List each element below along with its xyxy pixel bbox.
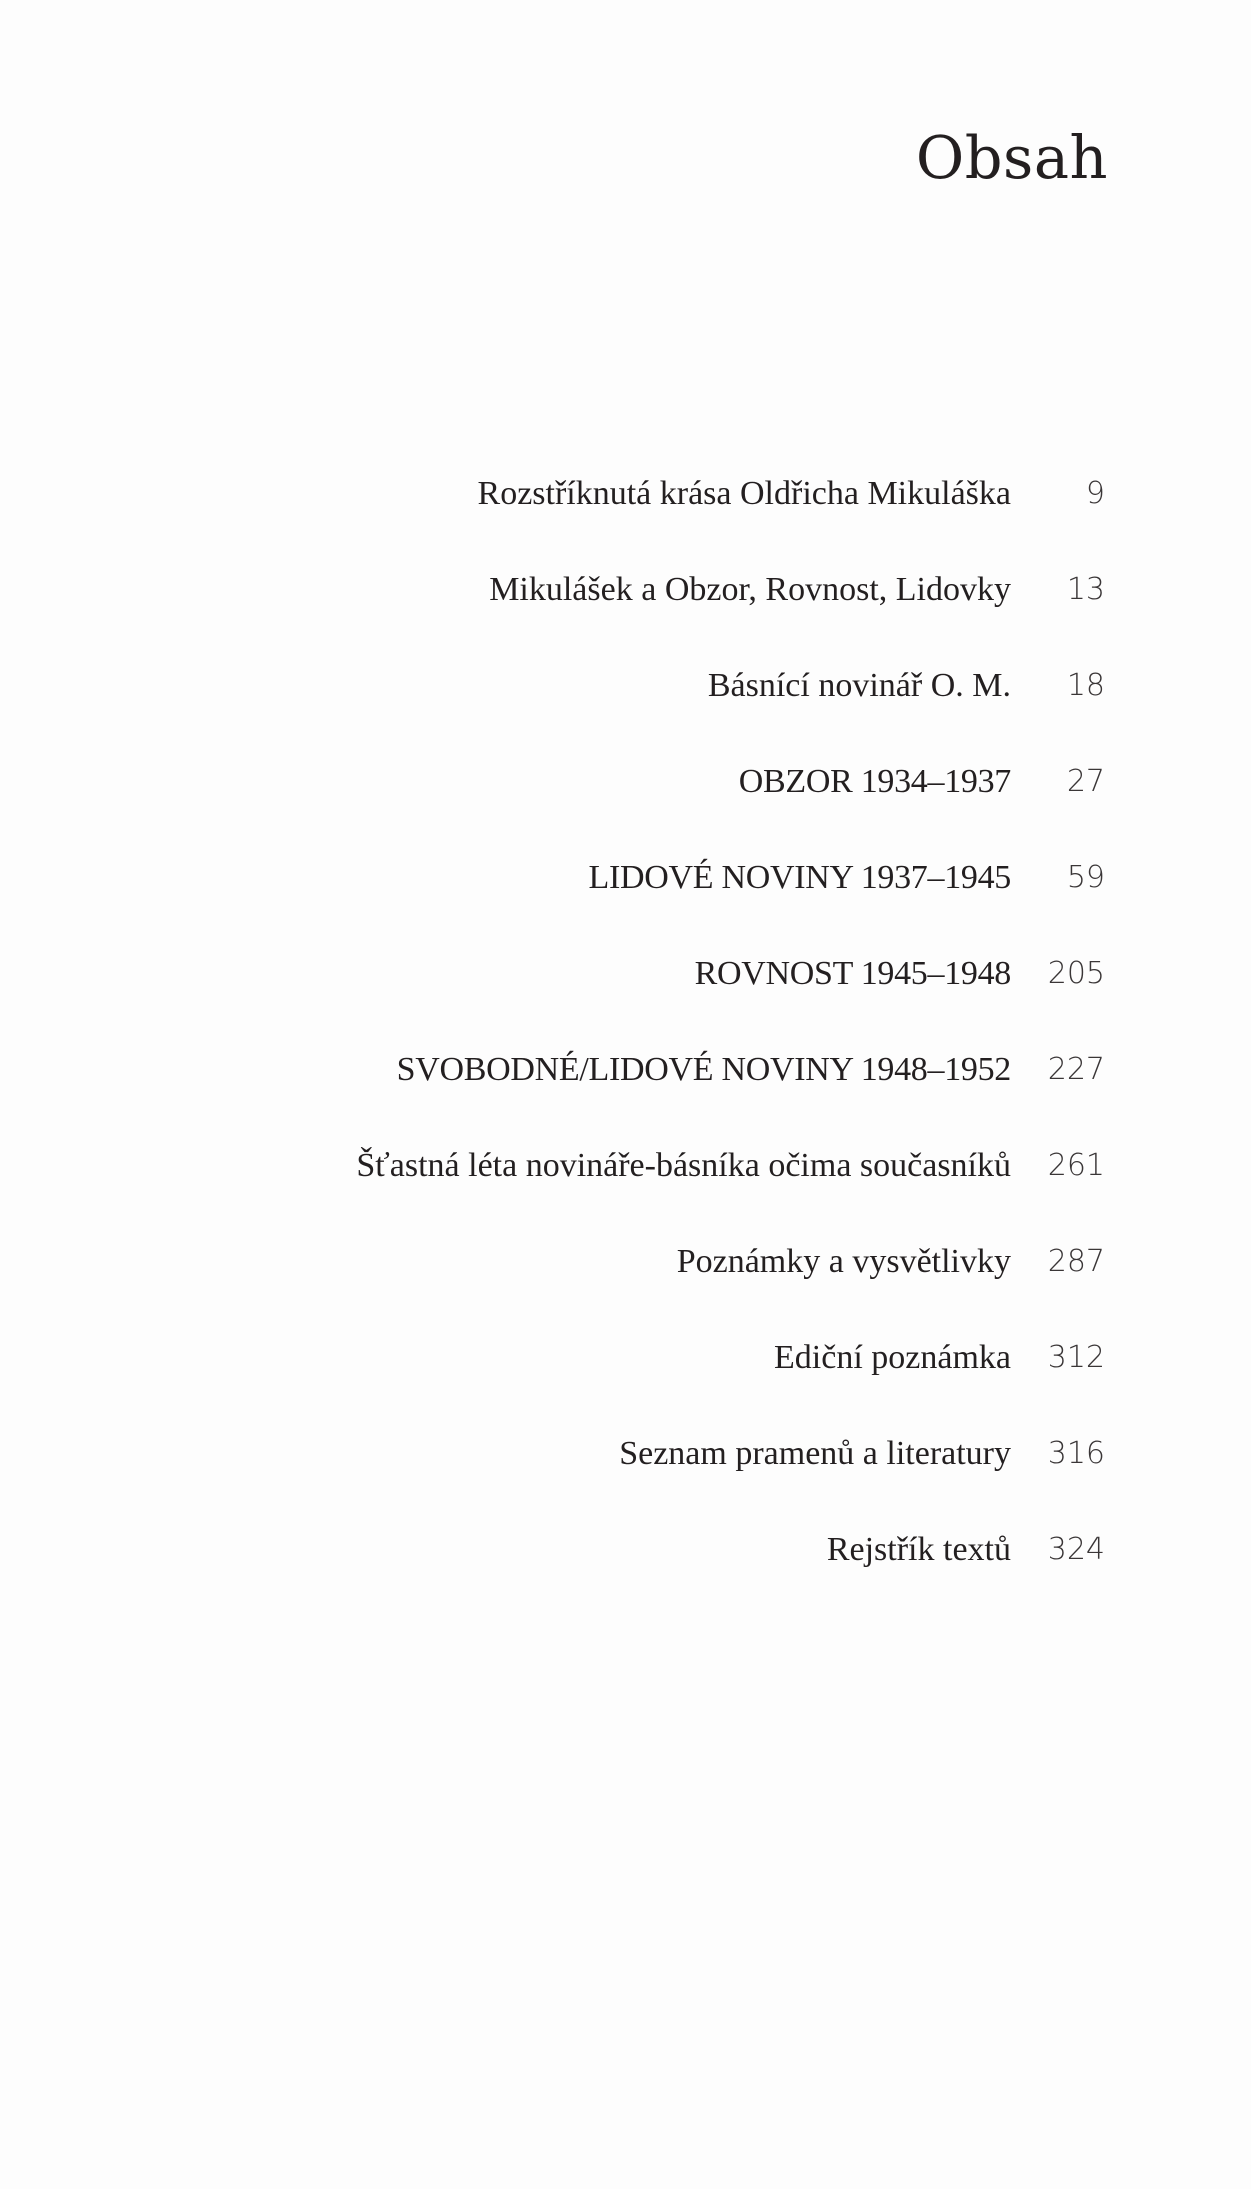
page-title: Obsah [915,123,1108,192]
toc-entry-title: Seznam pramenů a literatury [619,1435,1011,1472]
toc-entry-title: OBZOR 1934–1937 [738,763,1011,800]
toc-entry-page: 261 [1047,1148,1105,1183]
toc-entry [0,462,1251,558]
toc-entry [0,1038,1251,1134]
toc-entry-page: 312 [1047,1340,1105,1375]
toc-entry-page: 13 [1066,572,1105,607]
toc-entry-page: 324 [1047,1532,1105,1567]
toc-entry [0,942,1251,1038]
toc-entry-title: SVOBODNÉ/LIDOVÉ NOVINY 1948–1952 [396,1051,1011,1088]
toc-entry-title: Rozstříknutá krása Oldřicha Mikuláška [477,475,1011,512]
toc-entry-title: ROVNOST 1945–1948 [694,955,1011,992]
toc-entry [0,846,1251,942]
table-of-contents [0,462,1251,1614]
toc-entry-page: 227 [1047,1052,1105,1087]
toc-entry [0,1422,1251,1518]
toc-entry-title: Básnící novinář O. M. [707,667,1011,704]
toc-entry [0,1134,1251,1230]
toc-entry [0,1230,1251,1326]
toc-entry [0,558,1251,654]
toc-entry-title: Šťastná léta novináře-básníka očima současníků [356,1147,1011,1184]
toc-entry-page: 18 [1066,668,1105,703]
toc-entry [0,750,1251,846]
toc-entry [0,1326,1251,1422]
toc-entry-title: Ediční poznámka [774,1339,1011,1376]
toc-entry-title: Rejstřík textů [826,1531,1011,1568]
toc-entry-page: 27 [1066,764,1105,799]
toc-entry-page: 205 [1047,956,1105,991]
toc-entry-page: 9 [1085,476,1105,511]
toc-entry-page: 287 [1047,1244,1105,1279]
toc-entry-title: LIDOVÉ NOVINY 1937–1945 [588,859,1011,896]
toc-entry-title: Mikulášek a Obzor, Rovnost, Lidovky [489,571,1011,608]
toc-entry-title: Poznámky a vysvětlivky [676,1243,1011,1280]
toc-entry-page: 316 [1047,1436,1105,1471]
toc-entry [0,654,1251,750]
toc-entry [0,1518,1251,1614]
toc-entry-page: 59 [1066,860,1105,895]
